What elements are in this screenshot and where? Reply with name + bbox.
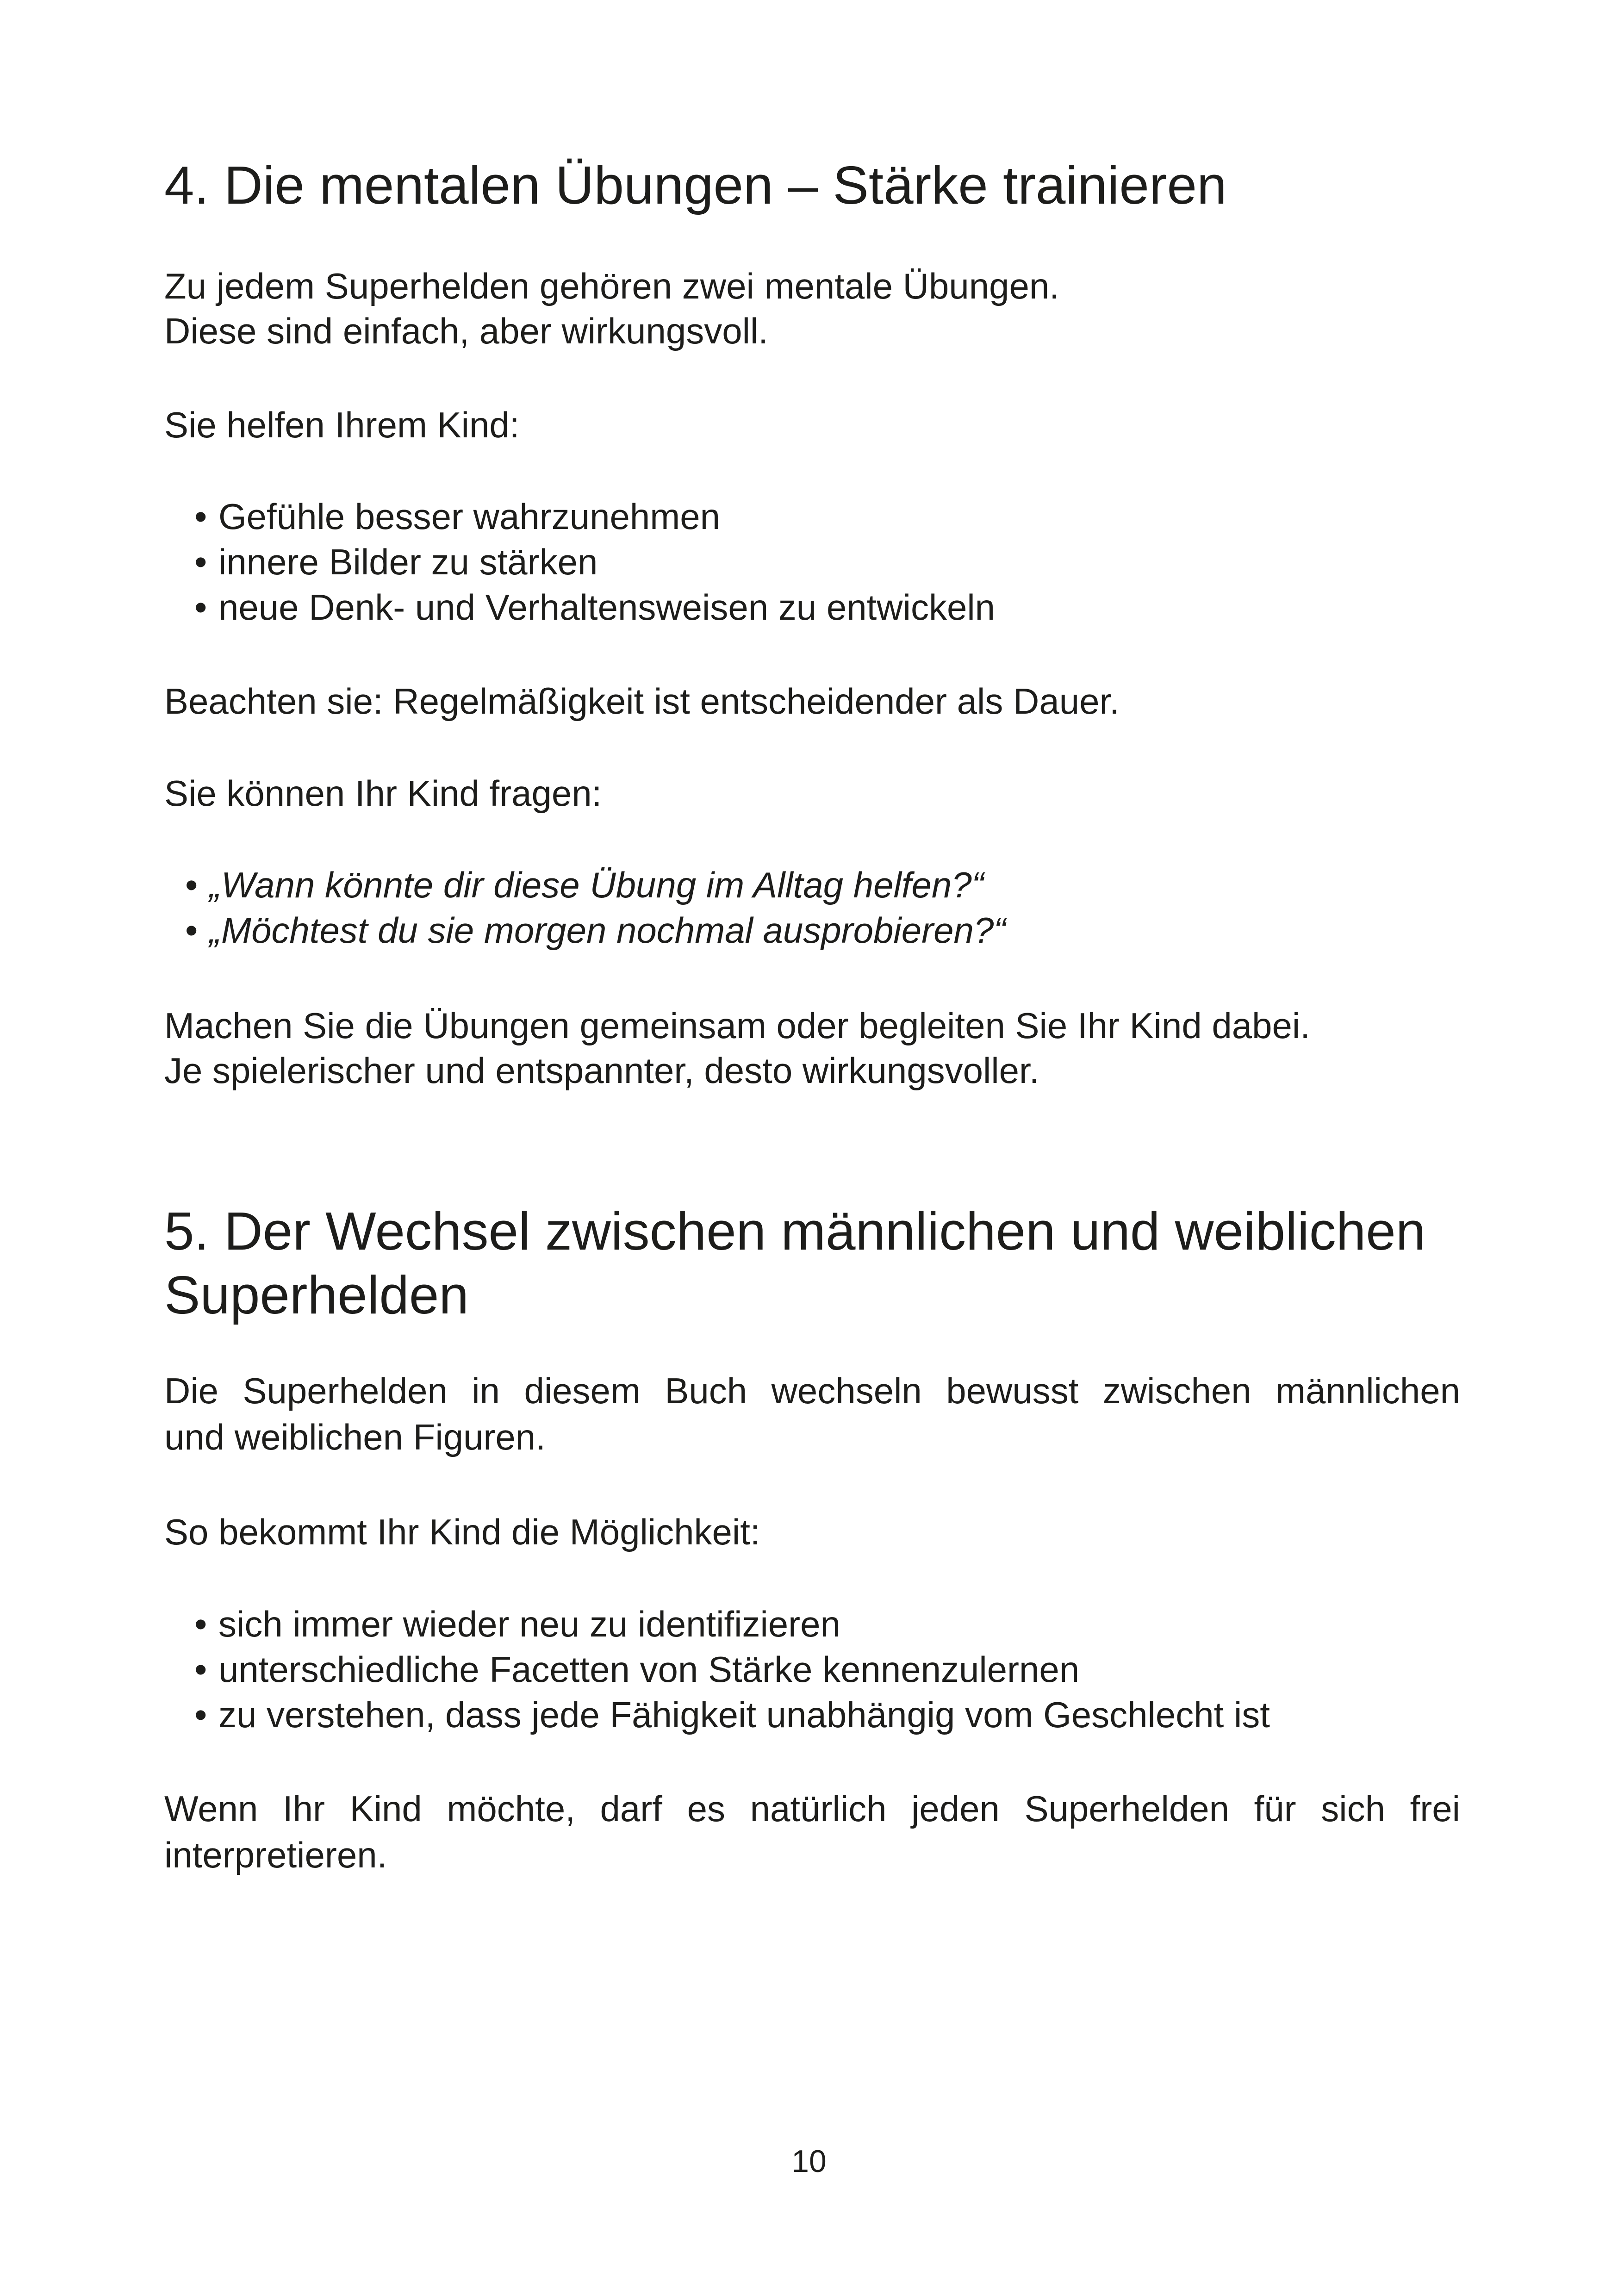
section-5-paragraph-2-line-1: Wenn Ihr Kind möchte, darf es natürlich jeden Superhelden für sich frei [164,1788,1460,1829]
section-5-heading-line-2: Superhelden [164,1265,469,1325]
list-item [194,494,720,539]
question-text: „Möchtest du sie morgen nochmal ausprobieren?“ [209,910,1006,951]
section-4-note: Beachten sie: Regelmäßigkeit ist entscheidender als Dauer. [164,681,1120,722]
list-item-text: zu verstehen, dass jede Fähigkeit unabhängig vom Geschlecht ist [218,1694,1270,1735]
bullet-icon: • [194,1694,207,1735]
section-5-possibility-intro: So bekommt Ihr Kind die Möglichkeit: [164,1512,760,1552]
page-number: 10 [791,2144,827,2179]
section-5-heading-line-1: 5. Der Wechsel zwischen männlichen und weiblichen [164,1201,1426,1261]
section-4-intro-line-1: Zu jedem Superhelden gehören zwei mentale Übungen. [164,266,1059,306]
section-4-ask-intro: Sie können Ihr Kind fragen: [164,773,602,814]
bullet-icon: • [194,496,207,537]
section-4-closing-line-1: Machen Sie die Übungen gemeinsam oder begleiten Sie Ihr Kind dabei. [164,1005,1310,1046]
section-5-paragraph-1-line-2: und weiblichen Figuren. [164,1417,546,1457]
bullet-icon: • [194,541,207,582]
list-item [194,540,597,584]
bullet-icon: • [194,1604,207,1644]
list-item [185,908,1006,952]
bullet-icon: • [194,587,207,628]
section-4-heading: 4. Die mentalen Übungen – Stärke trainieren [164,155,1227,215]
section-4-intro-line-2: Diese sind einfach, aber wirkungsvoll. [164,311,768,351]
list-item-text: sich immer wieder neu zu identifizieren [218,1604,840,1644]
list-item [194,1692,1270,1737]
section-5-paragraph-1-line-1: Die Superhelden in diesem Buch wechseln bewusst zwischen männlichen [164,1370,1460,1411]
list-item-text: Gefühle besser wahrzunehmen [218,496,720,537]
section-4-closing-line-2: Je spielerischer und entspannter, desto wirkungsvoller. [164,1050,1039,1091]
list-item [194,1602,840,1646]
section-4-helps-intro: Sie helfen Ihrem Kind: [164,404,520,445]
question-text: „Wann könnte dir diese Übung im Alltag helfen?“ [209,865,984,905]
list-item [194,585,995,629]
list-item [194,1647,1079,1692]
bullet-icon: • [185,865,198,905]
bullet-icon: • [194,1649,207,1690]
list-item [185,863,984,907]
section-5-paragraph-2-line-2: interpretieren. [164,1835,387,1875]
list-item-text: unterschiedliche Facetten von Stärke kennenzulernen [218,1649,1080,1690]
list-item-text: neue Denk- und Verhaltensweisen zu entwickeln [218,587,996,628]
list-item-text: innere Bilder zu stärken [218,541,598,582]
bullet-icon: • [185,910,198,951]
